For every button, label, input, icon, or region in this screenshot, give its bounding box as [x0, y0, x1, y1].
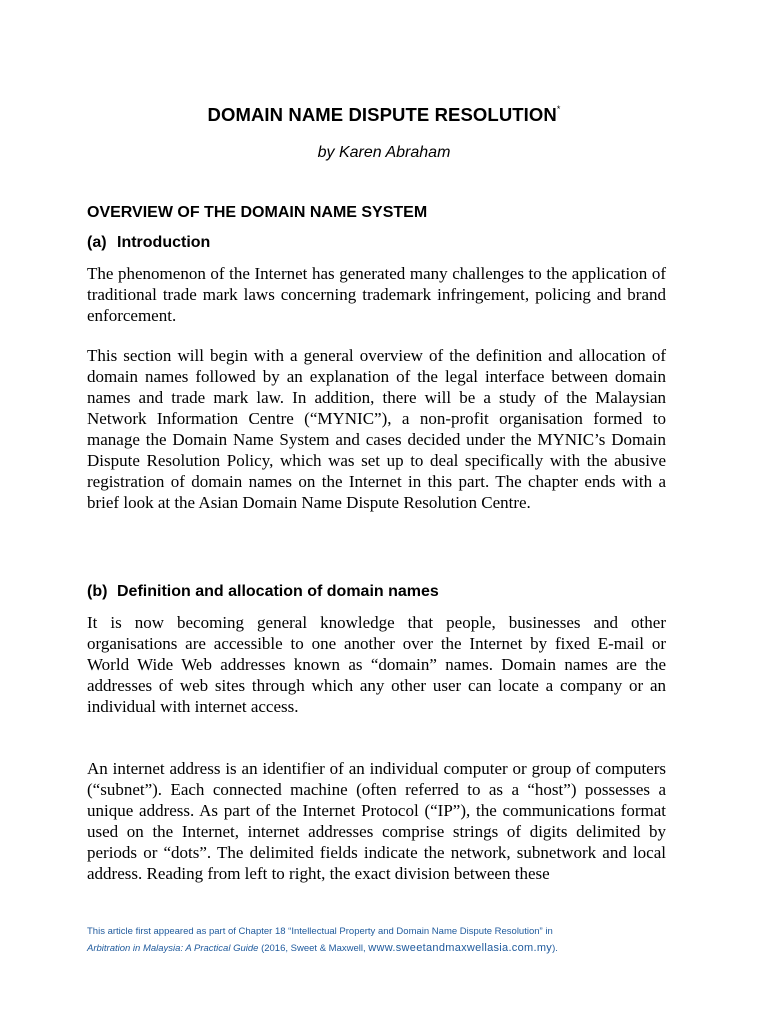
- footer-close: ).: [552, 943, 558, 954]
- paragraph-internet-address: An internet address is an identifier of an individual computer or group of computers (“subnet”). Each connected machine (often referred to as a “host”) possesses a unique address. As part of the Internet Protocol (“IP”), the communications format used on the Internet, internet addresses comprise strings of digits delimited by periods or “dots”. The delimited fields indicate the network, subnetwork and local address. Reading from left to right, the exact division between these: [87, 759, 666, 883]
- document-title: [0, 104, 768, 126]
- footer-line-1: This article first appeared as part of Chapter 18 “Intellectual Property and Domain Name Dispute Resolution” in: [87, 926, 553, 937]
- section-heading: OVERVIEW OF THE DOMAIN NAME SYSTEM: [87, 204, 428, 221]
- title-text: DOMAIN NAME DISPUTE RESOLUTION: [207, 104, 557, 125]
- subsection-number: (a): [87, 234, 107, 251]
- paragraph-definition: It is now becoming general knowledge that people, businesses and other organisations are accessible to one another over the Internet by fixed E-mail or World Wide Web addresses known as “domain” names. Domain names are the addresses of web sites through which any other user can locate a company or an individual with internet access.: [87, 613, 666, 716]
- subsection-heading-b: [87, 583, 439, 601]
- footer-book-title: Arbitration in Malaysia: A Practical Guide: [87, 943, 259, 954]
- title-footnote-mark: *: [556, 104, 561, 114]
- subsection-number: (b): [87, 583, 108, 600]
- footer-line-2: [87, 940, 687, 957]
- subsection-label: Introduction: [117, 234, 211, 251]
- subsection-heading-a: [87, 234, 210, 252]
- footer-publisher: (2016, Sweet & Maxwell,: [258, 943, 369, 954]
- paragraph-overview: This section will begin with a general overview of the definition and allocation of domain names followed by an explanation of the legal interface between domain names and trade mark law. In addition, there will be a study of the Malaysian Network Information Centre (“MYNIC”), a non-profit organisation formed to manage the Domain Name System and cases decided under the MYNIC’s Domain Dispute Resolution Policy, which was set up to deal specifically with the abusive registration of domain names on the Internet in this part. The chapter ends with a brief look at the Asian Domain Name Dispute Resolution Centre.: [87, 346, 666, 512]
- footer-note: [87, 924, 687, 957]
- paragraph-intro: The phenomenon of the Internet has generated many challenges to the application of traditional trade mark laws concerning trademark infringement, policing and brand enforcement.: [87, 264, 666, 325]
- footer-url-link[interactable]: www.sweetandmaxwellasia.com.my: [368, 942, 553, 954]
- author-byline: by Karen Abraham: [317, 144, 451, 161]
- subsection-label: Definition and allocation of domain names: [117, 583, 439, 600]
